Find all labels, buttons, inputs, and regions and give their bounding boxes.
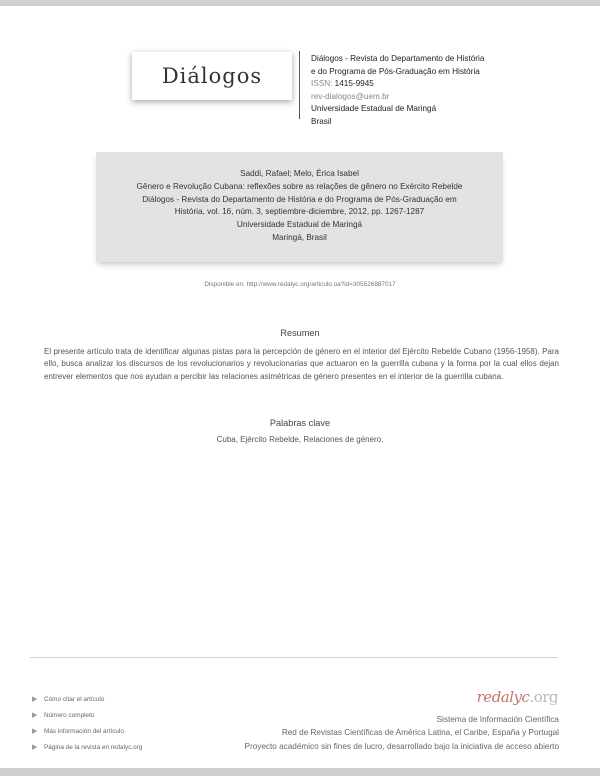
brand-part-c: .org [529, 688, 558, 706]
header-divider [299, 51, 300, 119]
top-border [0, 0, 600, 6]
triangle-right-icon: ▶ [32, 728, 38, 735]
triangle-right-icon: ▶ [32, 696, 38, 703]
citation-box [96, 152, 503, 262]
journal-logo-text: Diálogos [161, 64, 263, 88]
footer-line3: Proyecto académico sin fines de lucro, desarrollado bajo la iniciativa de acceso abierto [244, 741, 559, 751]
link-label: Número completo [44, 711, 95, 719]
journal-university: Universidade Estadual de Maringá [311, 104, 437, 113]
citation-city: Maringá, Brasil [272, 232, 327, 242]
footer-line1: Sistema de Información Científica [436, 715, 559, 724]
citation-authors: Saddi, Rafael; Melo, Érica Isabel [240, 169, 359, 178]
journal-logo [132, 52, 292, 100]
link-full-issue[interactable] [32, 707, 142, 723]
citation-title: Gênero e Revolução Cubana: reflexões sobre as relações de gênero no Exército Rebelde [136, 181, 463, 191]
citation-university: Universidade Estadual de Maringá [236, 220, 363, 230]
brand-part-b: alyc [500, 688, 530, 706]
link-cite-article[interactable] [32, 691, 142, 707]
journal-country: Brasil [311, 116, 332, 126]
link-label: Cómo citar el artículo [44, 695, 105, 703]
triangle-right-icon: ▶ [32, 712, 38, 719]
footer-line2: Red de Revistas Científicas de América Latina, el Caribe, España y Portugal [281, 728, 559, 738]
available-url[interactable]: Disponible en: http://www.redalyc.org/articulo.oa?id=305526887017 [204, 281, 396, 288]
journal-info [311, 53, 521, 128]
link-more-info[interactable] [32, 723, 142, 739]
redalyc-logo[interactable] [477, 688, 558, 706]
keywords-body: Cuba, Ejército Rebelde, Relaciones de género. [216, 435, 384, 444]
citation-source-line1: Diálogos - Revista do Departamento de História e do Programa de Pós-Graduação em [142, 194, 457, 204]
citation-source-line2: História, vol. 16, núm. 3, septiembre-diciembre, 2012, pp. 1267-1287 [174, 207, 425, 217]
footer-divider [30, 657, 558, 658]
footer-links [32, 691, 142, 755]
issn-label: ISSN: [311, 79, 333, 88]
link-label: Página de la revista en redalyc.org [44, 743, 143, 751]
issn-value: 1415-9945 [334, 79, 374, 88]
resumen-heading: Resumen [280, 328, 320, 338]
brand-part-a: red [476, 688, 501, 706]
resumen-body: El presente artículo trata de identificar algunas pistas para la percepción de género en el interior del Ejército Rebelde Cubano (1956-1958). Para ello, busca analizar los discursos de los revolucionarios y revolucionarias que actuaron en la guerrilla cubana y la forma por la cual ellos dejan entrever elementos que nos ayudan a percibir las relaciones asimétricas de género presentes en el interior de la guerrilla cubana. [44, 347, 559, 381]
journal-email[interactable]: rev-dialogos@uem.br [311, 91, 390, 101]
journal-name-line2: e do Programa de Pós-Graduação em História [311, 66, 480, 76]
footer-info [245, 713, 559, 753]
link-label: Más información del artículo [44, 727, 124, 735]
triangle-right-icon: ▶ [32, 744, 38, 751]
link-journal-page[interactable] [32, 739, 142, 755]
journal-issn [311, 78, 521, 91]
bottom-border [0, 768, 600, 776]
keywords-heading: Palabras clave [269, 418, 331, 428]
journal-name-line1: Diálogos - Revista do Departamento de História [311, 54, 485, 63]
